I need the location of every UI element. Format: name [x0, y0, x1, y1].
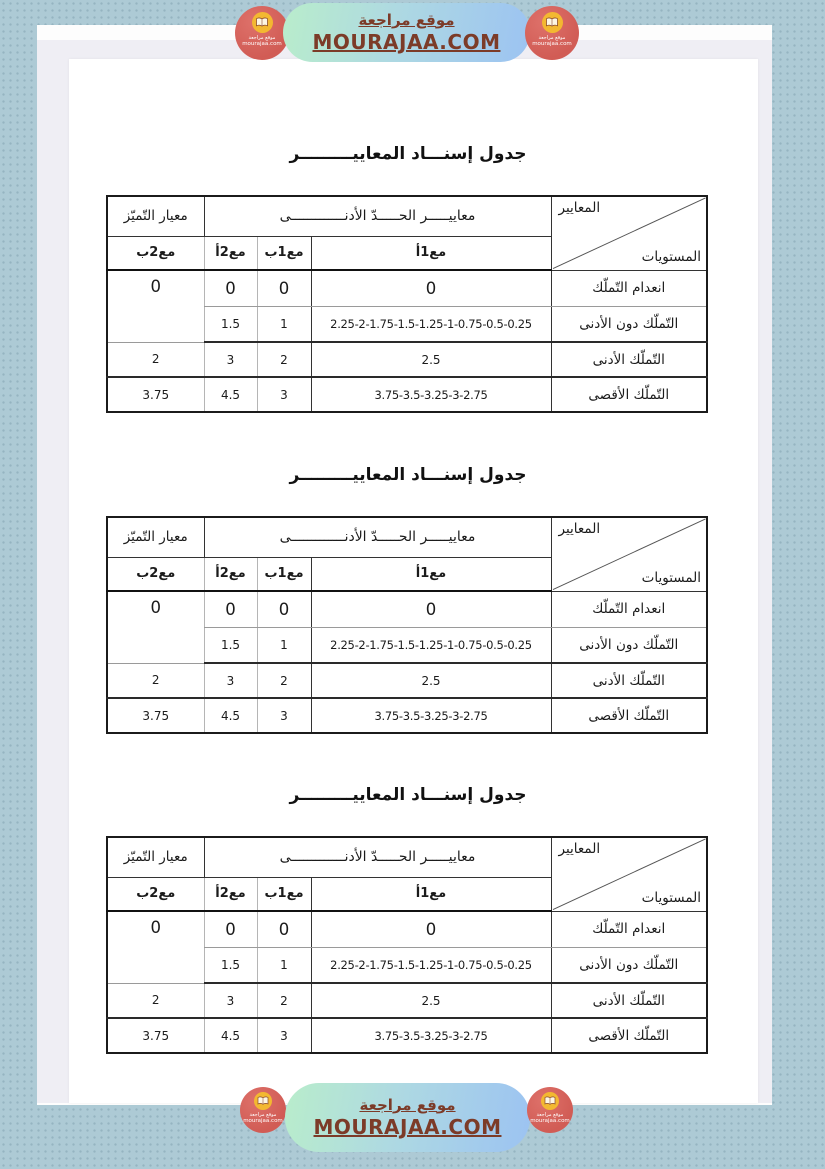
- badge-site-name: موقع مراجعة: [249, 1112, 277, 1118]
- cell-m1b: 3: [257, 1018, 311, 1053]
- table-title: جدول إسنـــاد المعاييـــــــــر: [289, 144, 527, 164]
- cell-m2b: 3.75: [142, 708, 170, 723]
- badge-site-name: موقع مراجعة: [536, 1112, 564, 1118]
- cell-m1b: 1: [257, 306, 311, 342]
- site-name-link[interactable]: موقع مراجعة: [359, 1095, 456, 1114]
- col-header-m2b: مع2ب: [107, 877, 204, 911]
- corner-diagonal-cell: [551, 196, 707, 270]
- cell-m1b: 0: [257, 911, 311, 947]
- open-book-icon: [541, 1092, 559, 1110]
- cell-m1a: 0: [311, 911, 551, 947]
- col-header-m1b: مع1ب: [257, 236, 311, 270]
- badge-domain: mourajaa.com: [530, 1118, 570, 1124]
- cell-m2a: 3: [204, 983, 257, 1018]
- criteria-table-section-3: [108, 781, 708, 1054]
- corner-diagonal-cell: [551, 517, 707, 591]
- cell-m1b: 2: [257, 663, 311, 698]
- excellence-criterion-header: معيار التّميّز: [107, 196, 204, 236]
- site-banner-top: [0, 0, 825, 70]
- header-row-1: [107, 196, 707, 236]
- corner-criteria-label: المعايير: [558, 521, 601, 537]
- col-header-m1b: مع1ب: [257, 557, 311, 591]
- open-book-icon: [544, 1096, 556, 1106]
- open-book-icon: [542, 12, 563, 33]
- col-header-m2b: مع2ب: [107, 236, 204, 270]
- cell-m2b-merged: 0: [107, 911, 204, 983]
- open-book-icon: [545, 17, 559, 28]
- criteria-assignment-table: [106, 195, 708, 413]
- cell-m2a: 0: [204, 591, 257, 627]
- table-title: جدول إسنـــاد المعاييـــــــــر: [289, 785, 527, 805]
- open-book-icon: [255, 17, 269, 28]
- row-label: التّملّك الأدنى: [551, 342, 707, 377]
- table-row-no-mastery: [107, 270, 707, 306]
- cell-m2b: 3.75: [142, 1028, 170, 1043]
- col-header-m1a: مع1أ: [311, 557, 551, 591]
- excellence-criterion-header: معيار التّميّز: [107, 517, 204, 557]
- row-label: انعدام التّملّك: [551, 270, 707, 306]
- cell-m1b: 3: [257, 377, 311, 412]
- col-header-m1a: مع1أ: [311, 236, 551, 270]
- col-header-m2b: مع2ب: [107, 557, 204, 591]
- header-row-1: [107, 837, 707, 877]
- badge-site-name: موقع مراجعة: [248, 35, 276, 41]
- cell-m2b-merged: 0: [107, 270, 204, 342]
- col-header-m2a: مع2أ: [204, 557, 257, 591]
- table-row-minimum-mastery: [107, 663, 707, 698]
- cell-m1a: 3.75-3.5-3.25-3-2.75: [311, 698, 551, 733]
- cell-m2a: 1.5: [204, 627, 257, 663]
- cell-m2b: 2: [107, 983, 204, 1018]
- cell-m1a: 2.5: [311, 663, 551, 698]
- open-book-icon: [257, 1096, 269, 1106]
- site-domain-link[interactable]: MOURAJAA.COM: [312, 30, 501, 55]
- corner-levels-label: المستويات: [641, 569, 701, 586]
- cell-m2b: 3.75: [142, 387, 170, 402]
- corner-criteria-label: المعايير: [558, 841, 601, 857]
- table-row-maximum-mastery: [107, 698, 707, 733]
- table-row-no-mastery: [107, 591, 707, 627]
- badge-site-name: موقع مراجعة: [538, 35, 566, 41]
- row-label: التّملّك الأدنى: [551, 663, 707, 698]
- site-badge-right: [525, 6, 579, 60]
- cell-m2a: 3: [204, 663, 257, 698]
- cell-m1b: 3: [257, 698, 311, 733]
- badge-domain: mourajaa.com: [532, 41, 572, 47]
- table-row-maximum-mastery: [107, 377, 707, 412]
- badge-domain: mourajaa.com: [242, 41, 282, 47]
- site-banner-pill: [283, 3, 530, 62]
- row-label: التّملّك دون الأدنى: [551, 306, 707, 342]
- criteria-assignment-table: [106, 836, 708, 1054]
- cell-m1b: 0: [257, 270, 311, 306]
- cell-m1b: 0: [257, 591, 311, 627]
- site-banner-bottom: [0, 1080, 825, 1169]
- corner-levels-label: المستويات: [641, 248, 701, 265]
- cell-m1a: 3.75-3.5-3.25-3-2.75: [311, 1018, 551, 1053]
- table-title: جدول إسنـــاد المعاييـــــــــر: [289, 465, 527, 485]
- corner-levels-label: المستويات: [641, 889, 701, 906]
- cell-m1a: 2.25-2-1.75-1.5-1.25-1-0.75-0.5-0.25: [311, 627, 551, 663]
- cell-m2a: 0: [204, 911, 257, 947]
- row-label: انعدام التّملّك: [551, 591, 707, 627]
- cell-m1a: 0: [311, 591, 551, 627]
- cell-m2a: 4.5: [204, 377, 257, 412]
- cell-m1a: 0: [311, 270, 551, 306]
- min-criteria-header: معاييـــــر الحـــــدّ الأدنـــــــــــــى: [204, 196, 551, 236]
- criteria-table-section-2: [108, 461, 708, 734]
- cell-m2b: 2: [107, 342, 204, 377]
- cell-m2a: 1.5: [204, 306, 257, 342]
- row-label: التّملّك دون الأدنى: [551, 627, 707, 663]
- cell-m2a: 4.5: [204, 698, 257, 733]
- badge-domain: mourajaa.com: [243, 1118, 283, 1124]
- criteria-assignment-table: [106, 516, 708, 734]
- table-row-no-mastery: [107, 911, 707, 947]
- site-badge-left: [240, 1087, 286, 1133]
- cell-m1b: 1: [257, 627, 311, 663]
- site-badge-left: [235, 6, 289, 60]
- min-criteria-header: معاييـــــر الحـــــدّ الأدنـــــــــــــى: [204, 517, 551, 557]
- cell-m1a: 2.5: [311, 342, 551, 377]
- row-label: التّملّك الأقصى: [551, 698, 707, 733]
- site-badge-right: [527, 1087, 573, 1133]
- row-label: التّملّك الأقصى: [551, 377, 707, 412]
- row-label: انعدام التّملّك: [551, 911, 707, 947]
- row-label: التّملّك الأدنى: [551, 983, 707, 1018]
- cell-m1a: 3.75-3.5-3.25-3-2.75: [311, 377, 551, 412]
- row-label: التّملّك الأقصى: [551, 1018, 707, 1053]
- table-row-minimum-mastery: [107, 983, 707, 1018]
- cell-m1a: 2.25-2-1.75-1.5-1.25-1-0.75-0.5-0.25: [311, 306, 551, 342]
- cell-m2b-merged: 0: [107, 591, 204, 663]
- header-row-1: [107, 517, 707, 557]
- corner-diagonal-cell: [551, 837, 707, 911]
- paper: [69, 59, 758, 1103]
- site-banner-pill: [285, 1083, 530, 1152]
- col-header-m1b: مع1ب: [257, 877, 311, 911]
- cell-m2a: 0: [204, 270, 257, 306]
- corner-criteria-label: المعايير: [558, 200, 601, 216]
- open-book-icon: [254, 1092, 272, 1110]
- cell-m1a: 2.5: [311, 983, 551, 1018]
- cell-m2b: 2: [107, 663, 204, 698]
- min-criteria-header: معاييـــــر الحـــــدّ الأدنـــــــــــــى: [204, 837, 551, 877]
- col-header-m2a: مع2أ: [204, 877, 257, 911]
- criteria-table-section-1: [108, 140, 708, 413]
- site-name-link[interactable]: موقع مراجعة: [358, 10, 455, 29]
- table-row-minimum-mastery: [107, 342, 707, 377]
- cell-m2a: 4.5: [204, 1018, 257, 1053]
- cell-m1b: 2: [257, 983, 311, 1018]
- excellence-criterion-header: معيار التّميّز: [107, 837, 204, 877]
- open-book-icon: [252, 12, 273, 33]
- cell-m2a: 1.5: [204, 947, 257, 983]
- cell-m1b: 1: [257, 947, 311, 983]
- col-header-m1a: مع1أ: [311, 877, 551, 911]
- table-row-maximum-mastery: [107, 1018, 707, 1053]
- cell-m2a: 3: [204, 342, 257, 377]
- cell-m1b: 2: [257, 342, 311, 377]
- col-header-m2a: مع2أ: [204, 236, 257, 270]
- site-domain-link[interactable]: MOURAJAA.COM: [313, 1115, 502, 1140]
- cell-m1a: 2.25-2-1.75-1.5-1.25-1-0.75-0.5-0.25: [311, 947, 551, 983]
- row-label: التّملّك دون الأدنى: [551, 947, 707, 983]
